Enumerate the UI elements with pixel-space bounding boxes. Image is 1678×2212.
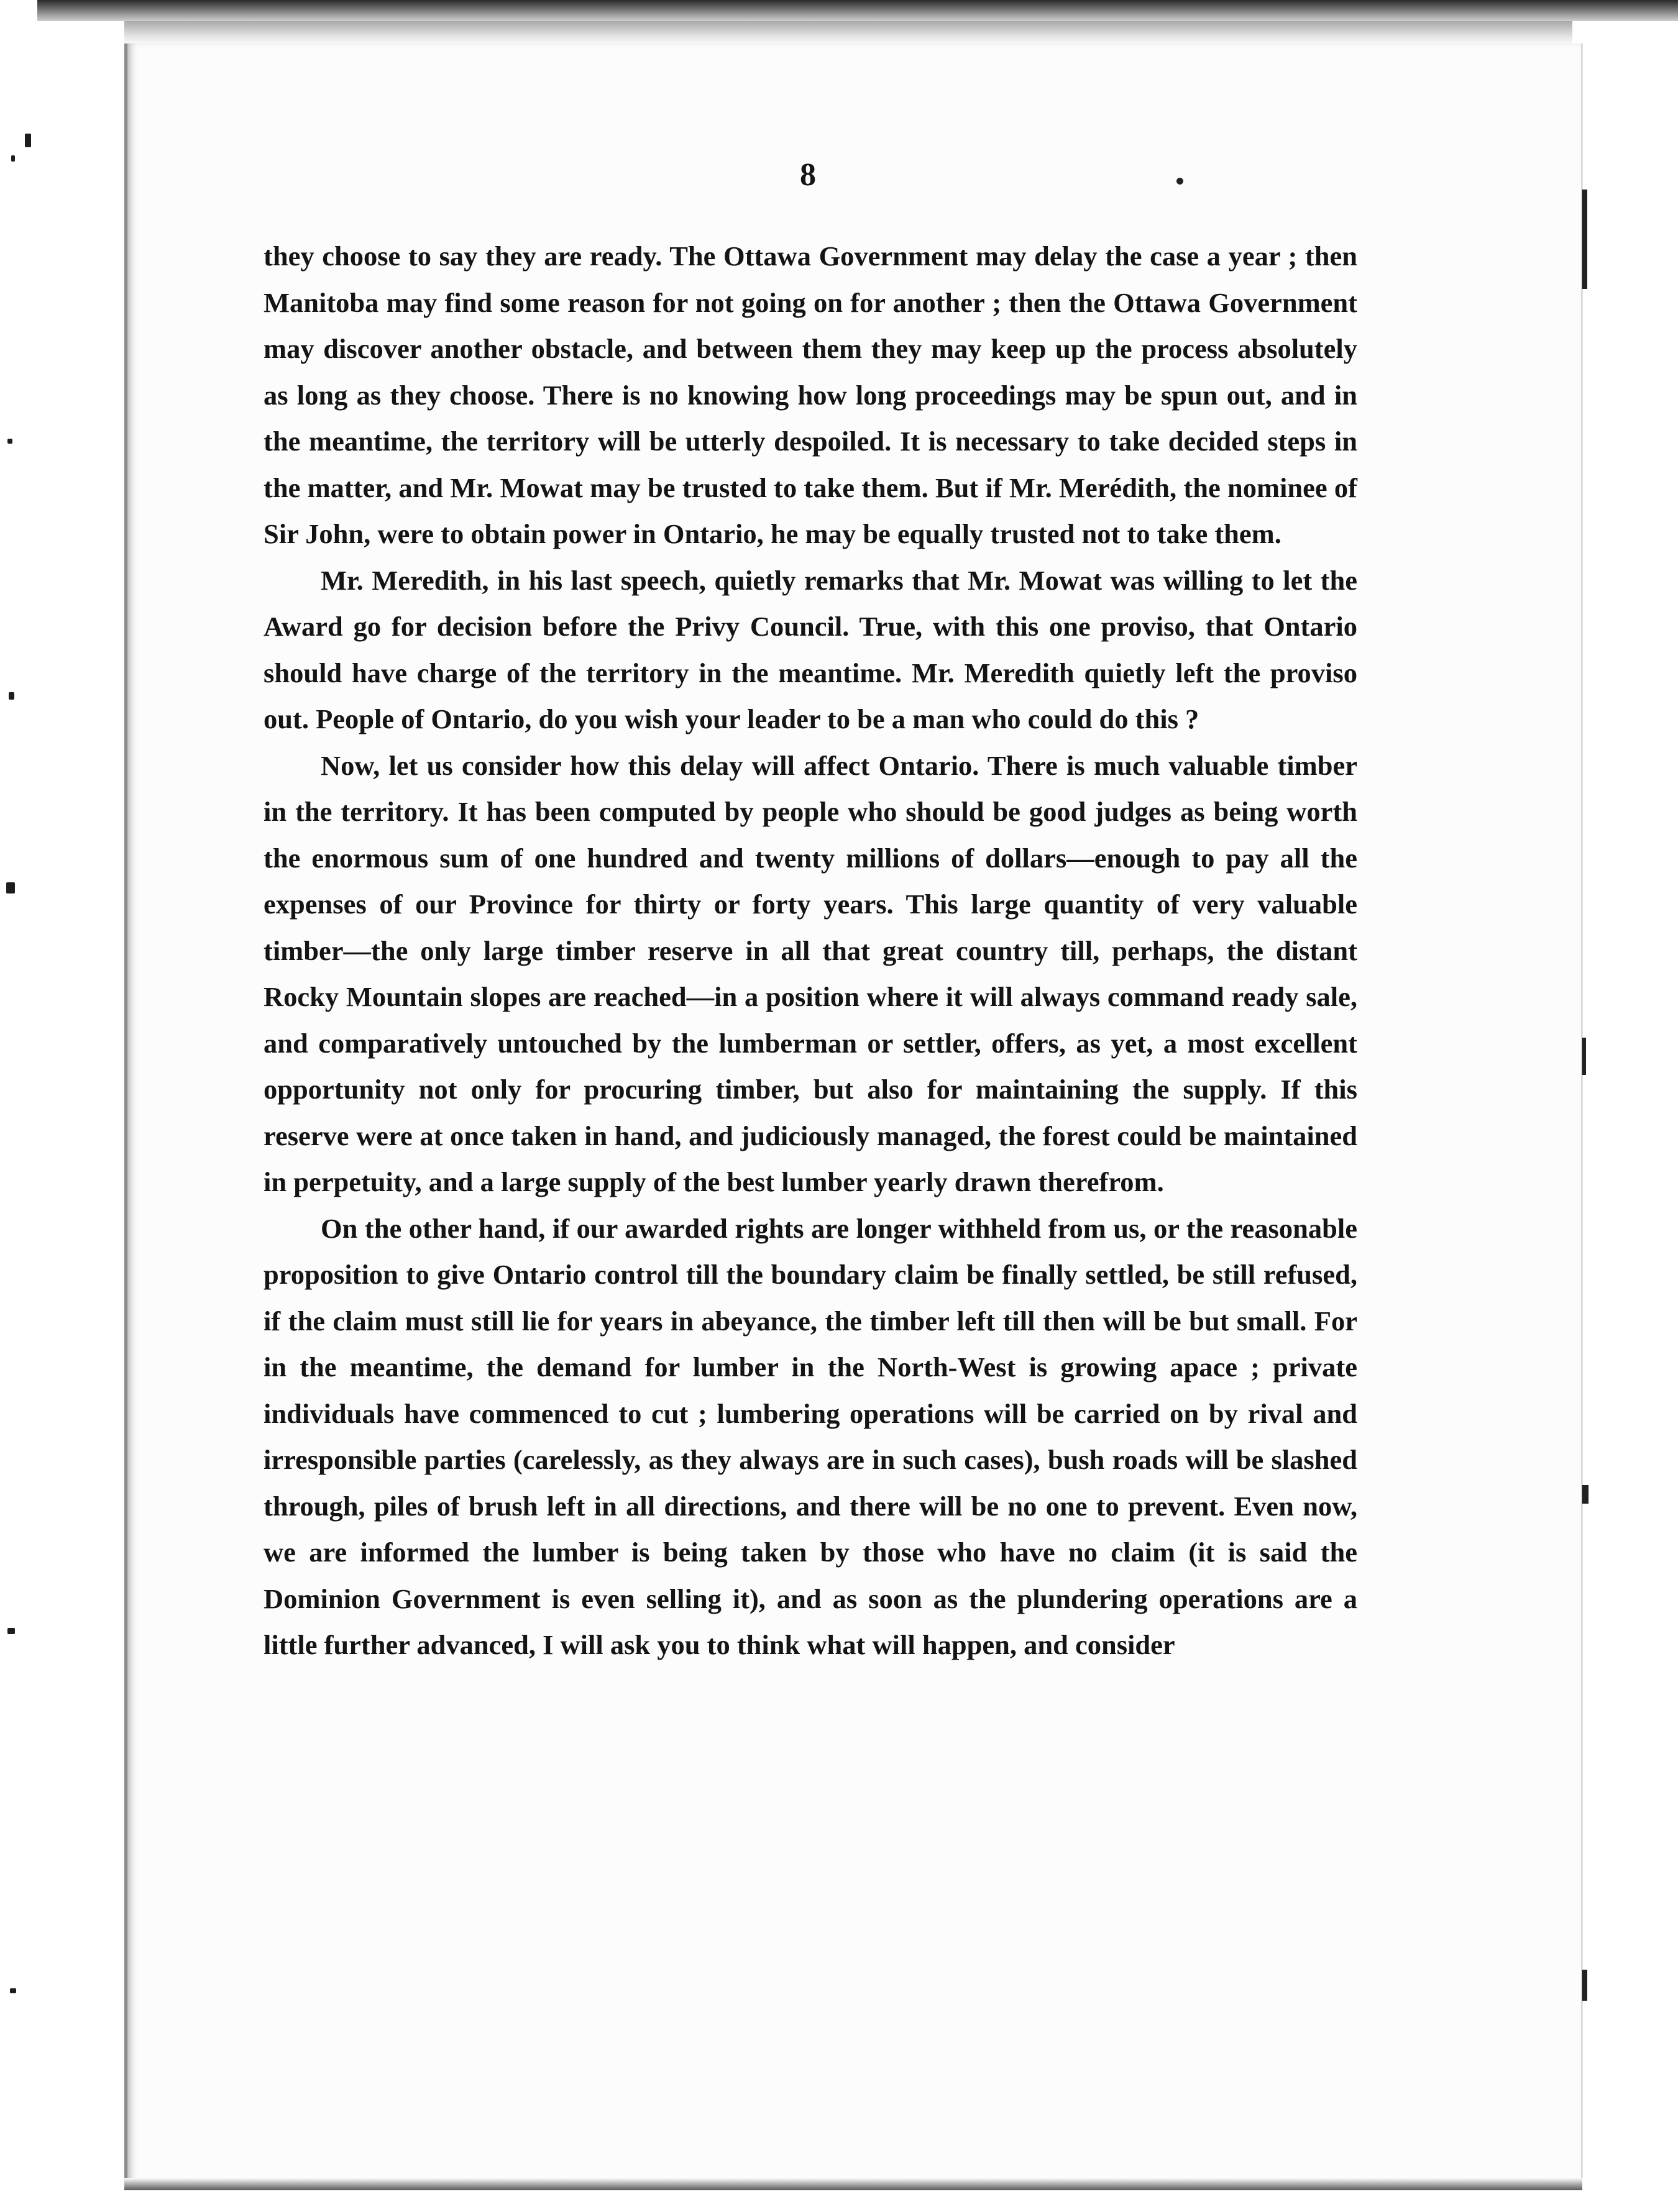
scan-speck xyxy=(7,1628,15,1634)
scan-speck xyxy=(25,134,31,147)
scan-bottom-edge xyxy=(124,2178,1582,2190)
scan-top-edge xyxy=(37,0,1678,21)
scan-speck xyxy=(11,155,15,162)
body-text xyxy=(264,233,1357,1668)
scan-edge-mark xyxy=(1582,1485,1589,1504)
scan-edge-mark xyxy=(1582,1038,1586,1075)
scan-left-margin xyxy=(0,0,124,2212)
paragraph: they choose to say they are ready. The Ottawa Government may delay the case a year ; then Manitoba may find some reason for not going on for another ; then the Ottawa Government may discover another obstacle, and between them they may keep up the process absolutely as long as they choose. There is no knowing how long proceedings may be spun out, and in the meantime, the territory will be utterly despoiled. It is necessary to take decided steps in the matter, and Mr. Mowat may be trusted to take them. But if Mr. Merédith, the nominee of Sir John, were to obtain power in Ontario, he may be equally trusted not to take them. xyxy=(264,240,1357,549)
scan-right-margin xyxy=(1582,43,1678,2187)
scan-top-shadow xyxy=(124,21,1572,46)
paragraph: Now, let us consider how this delay will affect Ontario. There is much valuable timber in the territory. It has been computed by people who should be good judges as being worth the enormous sum of one hundred and twenty millions of dollars—enough to pay all the expenses of our Province for thirty or forty years. This large quantity of very valuable timber—the only large timber reserve in all that great country till, perhaps, the distant Rocky Mountain slopes are reached—in a position where it will always command ready sale, and comparatively untouched by the lumberman or settler, offers, as yet, a most excellent opportunity not only for procuring timber, but also for maintaining the supply. If this reserve were at once taken in hand, and judiciously managed, the forest could be maintained in perpetuity, and a large supply of the best lumber yearly drawn therefrom. xyxy=(264,749,1357,1197)
scan-speck xyxy=(10,1988,16,1993)
ink-dot xyxy=(1176,178,1183,185)
paragraph: Mr. Meredith, in his last speech, quietly remarks that Mr. Mowat was willing to let the Award go for decision before the Privy Council. True, with this one proviso, that Ontario should have charge of the territory in the meantime. Mr. Meredith quietly left the proviso out. People of Ontario, do you wish your leader to be a man who could do this ? xyxy=(264,564,1357,734)
scan-edge-mark xyxy=(1582,190,1587,289)
scan-speck xyxy=(9,692,14,700)
scan-speck xyxy=(7,439,12,444)
scan-edge-mark xyxy=(1582,1970,1587,2001)
scan-speck xyxy=(6,882,15,893)
page-number: 8 xyxy=(800,157,816,193)
paragraph: On the other hand, if our awarded rights are longer withheld from us, or the reasonable proposition to give Ontario control till the boundary claim be finally settled, be still refused, if the claim must still lie for years in abeyance, the timber left till then will be but small. For in the meantime, the demand for lumber in the North-West is growing apace ; private individuals have commenced to cut ; lumbering operations will be carried on by rival and irresponsible parties (carelessly, as they always are in such cases), bush roads will be slashed through, piles of brush left in all directions, and there will be no one to prevent. Even now, we are informed the lumber is being taken by those who have no claim (it is said the Dominion Government is even selling it), and as soon as the plundering operations are a little further advanced, I will ask you to think what will happen, and consider xyxy=(264,1212,1357,1660)
